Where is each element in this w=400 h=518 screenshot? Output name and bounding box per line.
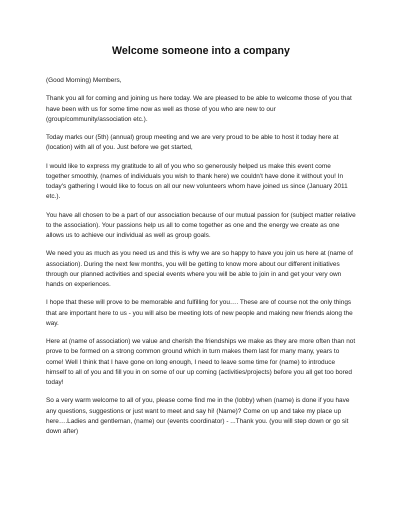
body-paragraph: Thank you all for coming and joining us here today. We are pleased to be able to welcome those of you that have been with us for some time now as well as those of you who are new to our (group/community/association etc.). (46, 95, 352, 123)
body-paragraph: I would like to express my gratitude to all of you who so generously helped us make this event come together smoothly, (names of individuals you wish to thank here) we couldn't have done it without you! In today's gathering I would like to focus on all our new volunteers whom have joined us since (January 2011 etc.). (46, 162, 348, 201)
body-paragraph: I hope that these will prove to be memorable and fulfilling for you…. These are of course not the only things that are important here to us - you will also be meeting lots of new people and making new friends along the way. (46, 299, 353, 327)
closing-paragraph: So a very warm welcome to all of you, please come find me in the (lobby) when (name) is done if you have any questions, suggestions or just want to meet and say hi! (Name)? Come on up and take my place up here….Ladies and gentleman, (name) our (events coordinator) - ...Thank you. (you will step down or go sit down after) (46, 397, 350, 435)
body-paragraph: Today marks our (5th) (annual) group meeting and we are very proud to be able to host it today here at (location) with all of you. Just before we get started, (46, 134, 339, 152)
body-paragraph: We need you as much as you need us and this is why we are so happy to have you join us here at (name of association). During the next few months, you will be getting to know more about our different initiatives through our planned activities and special events where you will be able to join in and get your very own hands on experiences. (46, 250, 353, 288)
body-paragraph: Here at (name of association) we value and cherish the friendships we make as they are more often than not prove to be formed on a strong common ground which in turn makes them last for many many, years to come! Well I think that I have gone on long enough, I need to leave some time for (name) to introduce himself to all of you and fill you in on some of our up coming (activities/projects) before you all get too bored today! (46, 338, 356, 386)
salutation-paragraph: (Good Morning) Members, (46, 77, 122, 84)
document-title: Welcome someone into a company (112, 45, 290, 57)
body-paragraph: You have all chosen to be a part of our association because of our mutual passion for (subject matter relative to the association). Your passions help us all to come together as one and the energy we create as one allows us to achieve our individual as well as group goals. (46, 211, 356, 239)
